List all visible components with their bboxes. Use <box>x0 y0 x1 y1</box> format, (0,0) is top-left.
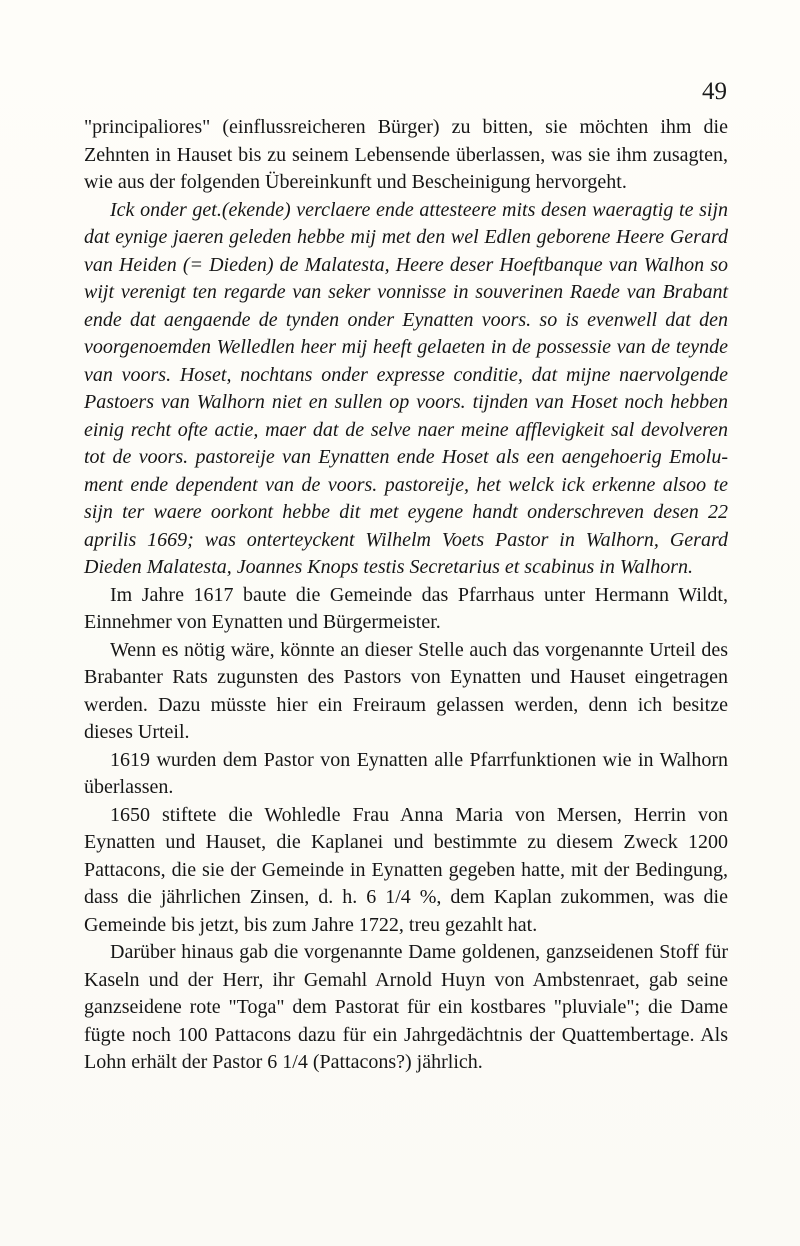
paragraph-parsonage-1617: Im Jahre 1617 baute die Gemeinde das Pfarrhaus unter Hermann Wildt, Einnehmer von Eynatten und Bürgermeister. <box>84 583 728 633</box>
paragraph-1619: 1619 wurden dem Pastor von Eynatten alle Pfarrfunktionen wie in Walhorn überlassen. <box>84 748 728 798</box>
page-number: 49 <box>702 78 727 105</box>
paragraph-1650-chaplaincy: 1650 stiftete die Wohledle Frau Anna Maria von Mersen, Herrin von Eynatten und Hauset, die Kaplanei und bestimmte zu diesem Zweck 1200 Pattacons, die sie der Gemeinde in Eynatten gegeben hatte, mit der Bedingung, dass die jährlichen Zinsen, d. h. 6 1/4 %, dem Kaplan zukommen, was die Gemeinde bis jetzt, bis zum Jahre 1722, treu gezahlt hat. <box>84 803 728 936</box>
paragraph-continuation: "principaliores" (einflussreicheren Bürger) zu bitten, sie möchten ihm die Zehnten in Hauset bis zu seinem Lebensende überlassen, was sie ihm zusagten, wie aus der folgenden Übereinkunft und Bescheinigung hervorgeht. <box>84 116 728 193</box>
paragraph-brabant-verdict: Wenn es nötig wäre, könnte an dieser Stelle auch das vorgenannte Urteil des Brabanter Rats zugunsten des Pastors von Eynatten und Hauset eingetragen werden. Dazu müsste hier ein Freiraum gelassen werden, denn ich besitze dieses Urteil. <box>84 638 728 743</box>
quoted-attestation: Ick onder get.(ekende) verclaere ende attesteere mits desen waeragtig te sijn dat eynige jaeren geleden hebbe mij met den wel Edlen geborene Heere Gerard van Heiden (= Dieden) de Malatesta, Heere deser Hoeftbanque van Walhon so wijt verenigt ten regarde van seker vonnisse in souverinen Raede van Brabant ende dat aengaende de tynden onder Eynatten voors. so is evenwell dat den voorgenoemden Welledlen heer mij heeft gelaeten in de possessie van de teynde van voors. Hoset, nochtans onder expresse conditie, dat mijne naervolgende Pastoers van Walhorn niet en sullen op voors. tijnden van Hoset noch hebben einig recht ofte actie, maer dat de selve naer meine afflevigkeit sal devolveren tot de voors. pastoreije van Eynatten ende Hoset als een aengehoerig Emolument ende dependent van de voors. pastoreije, het welck ick erkenne alsoo te sijn ter waere oorkont hebbe dit met eygene handt onderschreven desen 22 aprilis 1669; was onterteyckent Wilhelm Voets Pastor in Walhorn, Gerard Dieden Malatesta, Joannes Knops testis Secretarius et scabinus in Walhorn. <box>84 198 728 578</box>
body-text <box>84 114 728 1077</box>
paragraph-donations: Darüber hinaus gab die vorgenannte Dame goldenen, ganzseidenen Stoff für Kaseln und der Herr, ihr Gemahl Arnold Huyn von Ambstenraet, gab seine ganzseidene rote "Toga" dem Pastorat für ein kostbares "pluviale"; die Dame fügte noch 100 Pattacons dazu für ein Jahrgedächtnis der Quattembertage. Als Lohn erhält der Pastor 6 1/4 (Pattacons?) jährlich. <box>84 941 728 1073</box>
